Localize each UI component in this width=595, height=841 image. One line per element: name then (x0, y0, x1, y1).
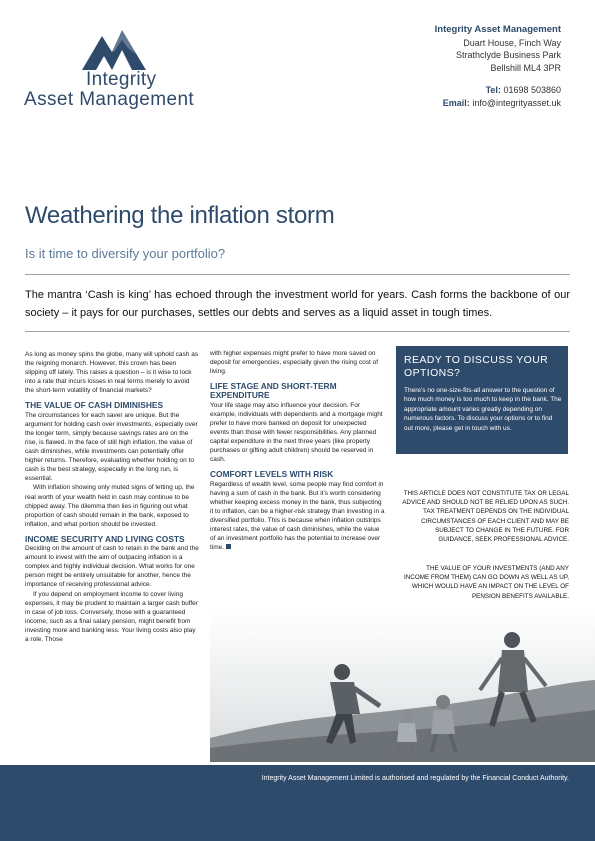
regulatory-statement: Integrity Asset Management Limited is authorised and regulated by the Financial Conduct Authority. (261, 775, 569, 782)
address-line: Strathclyde Business Park (455, 50, 561, 61)
section-heading-life-stage: LIFE STAGE AND SHORT-TERM EXPENDITURE (210, 381, 337, 401)
intro-paragraph: As long as money spins the globe, many will uphold cash as the reigning monarch. However, this crown has been slipping off lately. This raises a question – is it wise to lock into a rate that incurs losses in real terms merely to avoid the short-term volatility of financial markets? (25, 351, 199, 395)
email-line (435, 97, 561, 110)
article-column-1 (25, 350, 200, 644)
paragraph: Your life stage may also influence your decision. For example, individuals with dependents and a mortgage might prefer to have more banked on deposit for unexpected events than those with fewer responsibilities. Any planned capital expenditure in the next three years (like property purchases or gifting adult children) should be reserved in cash. (210, 401, 383, 464)
section-heading-comfort: COMFORT LEVELS WITH RISK (210, 469, 334, 480)
company-name: Integrity Asset Management (434, 24, 561, 35)
tel-label: Tel: (485, 85, 501, 96)
paragraph: The circumstances for each saver are unique. But the argument for holding cash over investments, especially over the longer term, simply because savings rates are on the rise, is flawed. In the face of still high inflation, the value of cash diminishes, while investments can potentially offer higher returns. Therefore, evaluating whether holding on to cash is the best strategy, especially in the long run, is essential. (25, 411, 198, 483)
logo-wordmark-line2: Asset Management (24, 89, 195, 110)
logo-wordmark-line1: Integrity (86, 69, 157, 90)
section-heading-income: INCOME SECURITY AND LIVING COSTS (25, 533, 185, 544)
callout-heading: READY TO DISCUSS YOUR OPTIONS? (404, 354, 549, 379)
section-heading-value: THE VALUE OF CASH DIMINISHES (25, 400, 164, 411)
contact-callout-box (396, 346, 568, 454)
tel-value[interactable]: 01698 503860 (500, 85, 561, 96)
paragraph: If you depend on employment income to cover living expenses, it may be prudent to maintain a larger cash buffer in case of job loss. Conversely, those with a guaranteed income, such as a final salary pension, might benefit from investing more and banking less. Your living costs also play a role. Those (25, 590, 198, 644)
page-title: Weathering the inflation storm (25, 202, 335, 229)
article-column-2 (210, 349, 386, 552)
divider (25, 274, 570, 275)
footer-bar (0, 765, 595, 841)
paragraph (210, 480, 386, 553)
divider (25, 331, 570, 332)
address-line: Bellshill ML4 3PR (490, 62, 561, 73)
lead-paragraph: The mantra ‘Cash is king’ has echoed through the investment world for years. Cash forms the backbone of our society – it pays for our purchases, settles our debts and serves as a liquid asset in tough times. (25, 289, 570, 319)
logo-mountain-icon (82, 22, 146, 70)
paragraph: Deciding on the amount of cash to retain in the bank and the amount to invest with the aim of outpacing inflation is a complex and highly individual decision. What works for one person might be entirely unsuitable for another, hence the importance of receiving professional advice. (25, 545, 199, 589)
phone-line (435, 84, 561, 97)
comfort-text: Regardless of wealth level, some people may find comfort in having a sum of cash in the bank. But it’s worth considering whether keeping excess money in the bank, thus subjecting it to inflation, can be a higher-risk strategy than investing in a diversified portfolio. This is because when inflation outstrips interest rates, the value of cash diminishes, while the value of an investment portfolio has the potential to increase over time. (210, 480, 385, 552)
tax-disclaimer: THIS ARTICLE DOES NOT CONSTITUTE TAX OR LEGAL ADVICE AND SHOULD NOT BE RELIED UPON AS SUCH. TAX TREATMENT DEPENDS ON THE INDIVIDUAL CIRCUMSTANCES OF EACH CLIENT AND MAY BE SUBJECT TO CHANGE IN THE FUTURE. FOR GUIDANCE, SEEK PROFESSIONAL ADVICE. (402, 490, 569, 544)
end-mark-icon (226, 544, 231, 549)
email-label: Email: (442, 97, 470, 108)
paragraph: With inflation showing only muted signs of letting up, the real worth of your wealth held in cash may continue to be chipped away. The dilemma then lies in figuring out what proportion of cash should remain in the bank, exposed to inflation, and what portion should be invested. (25, 484, 195, 528)
investment-risk-disclaimer: THE VALUE OF YOUR INVESTMENTS (AND ANY INCOME FROM THEM) CAN GO DOWN AS WELL AS UP, WHICH WOULD HAVE AN IMPACT ON THE LEVEL OF PENSION BENEFITS AVAILABLE. (403, 565, 569, 600)
address-line: Duart House, Finch Way (463, 37, 561, 48)
family-walking-photo (210, 610, 595, 762)
paragraph: with higher expenses might prefer to have more saved on deposit for emergencies, especially given the rising cost of living. (210, 350, 379, 376)
email-value[interactable]: info@integrityasset.uk (469, 97, 561, 108)
callout-body: There’s no one-size-fits-all answer to the question of how much money is too much to keep in the bank. The appropriate amount varies greatly depending on numerous factors. To discuss your options or to find out more, please get in touch with us. (404, 387, 562, 432)
page-subtitle: Is it time to diversify your portfolio? (25, 246, 226, 261)
contact-block (435, 24, 561, 110)
